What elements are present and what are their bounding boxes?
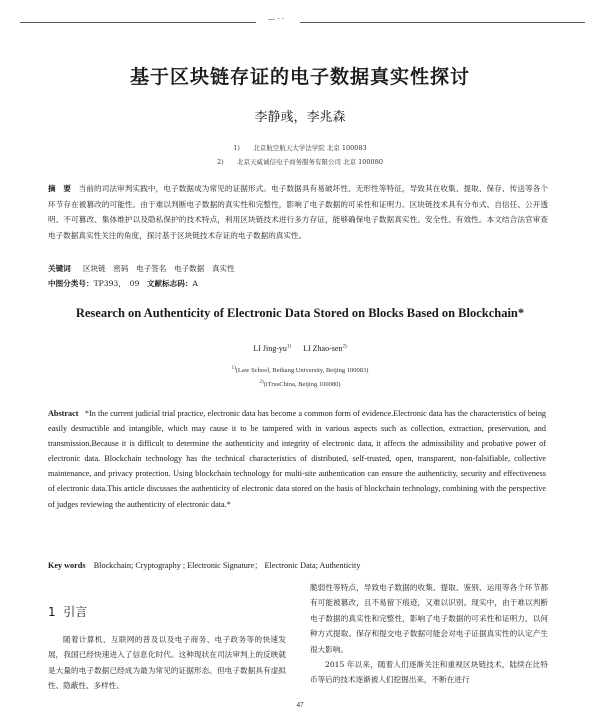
author-en-1: LI Jing-yu [253, 344, 287, 353]
page-number: 47 [296, 701, 304, 709]
header-running-text: — · · [268, 15, 284, 23]
affiliation-cn-2-num: 2) [217, 158, 224, 166]
classification-value: TP393， 09 [93, 279, 147, 288]
body-left-column [48, 632, 286, 694]
doc-code-label: 文献标志码： [146, 279, 193, 288]
author-en-2: LI Zhao-sen [303, 344, 343, 353]
header-rule-left [20, 22, 256, 23]
keywords-en-text: Blockchain; Cryptography ; Electronic Signature； Electronic Data; Authenticity [93, 561, 361, 570]
keywords-en [48, 560, 548, 571]
affiliation-cn-1 [0, 143, 600, 152]
affiliation-en-1-text: (Law School, Beihang University, Beijing 100083) [235, 367, 369, 375]
affiliation-en-2-sup: 2) [259, 380, 264, 385]
abstract-cn-text: 当前的司法审判实践中，电子数据成为常见的证据形式。电子数据具有易破坏性、无形性等特征，导致其在收集、提取、保存、传送等各个环节存在被篡改的可能性。由于难以判断电子数据的真实性和完整性，影响了电子数据的可采性和证明力。区块链技术具有分布式、自信任、公开透明、不可篡改、集体维护以及隐私保护的技术特点，利用区块链技术进行多方存证，能够确保电子数据真实性、安全性、有效性。本文结合法官审查电子数据真实性关注的角度，探讨基于区块链技术存证的电子数据的真实性。 [48, 184, 549, 240]
section-title: 引言 [63, 605, 88, 619]
authors-en [0, 344, 600, 353]
keywords-cn-text: 区块链 密码 电子签名 电子数据 真实性 [82, 264, 235, 273]
abstract-en-text: *In the current judicial trial practice, electronic data has become a common form of evidence.Electronic data has the characteristics of being easily destructible and intangible, which may cause it to be tampered with in various aspects such as collection, extraction, preservation, and transmission.Because it is difficult to determine the authenticity and integrity of electronic data, it affects the admissibility and probative power of electronic data. Blockchain technology has the technical characteristics of distributed, self-trusted, open, transparent, non-falsifiable, collective maintenance, and privacy protection. Using blockchain technology for multi-site authentication can ensure the authenticity, security and effectiveness of electronic data.This article discusses the authenticity of electronic data stored on the basis of blockchain technology, combining with the perspective of judges reviewing the authenticity of electronic data.* [48, 409, 547, 509]
abstract-cn-label: 摘 要 [48, 184, 72, 193]
author-en-1-sup: 1) [286, 344, 292, 350]
header-rule-right [300, 22, 585, 23]
paper-title-en: Research on Authenticity of Electronic Data Stored on Blocks Based on Blockchain* [75, 306, 525, 320]
body-right-p2: 2015 年以来，随着人们逐渐关注和重视区块链技术，陆续在比特币等后的技术逐渐被人们挖掘出来，不断在进行 [310, 660, 548, 685]
doc-code-value: A [192, 279, 198, 288]
classification-line [48, 276, 548, 292]
body-right-p1: 脆弱性等特点，导致电子数据的收集、提取、鉴别、运用等各个环节都有可能被篡改，且不易留下痕迹，又难以识别。现实中，由于难以判断电子数据的真实性和完整性，影响了电子数据的可采性和证明力，以何种方式提取、保存和提交电子数据可能会对电子证据真实性的认定产生很大影响。 [310, 583, 548, 654]
affiliation-en-1 [0, 366, 600, 374]
section-heading-1 [48, 603, 87, 620]
authors-cn: 李静彧，李兆森 [254, 110, 346, 125]
paper-title-cn: 基于区块链存证的电子数据真实性探讨 [129, 66, 470, 88]
affiliation-cn-1-num: 1) [233, 144, 240, 152]
affiliation-cn-2-text: 北京天威诚信电子商务服务有限公司 北京 100080 [237, 158, 383, 166]
body-left-text: 随着计算机、互联网的普及以及电子商务、电子政务等的快速发展，我国已经快速进入了信息化时代。这种现状在司法审判上的反映就是大量的电子数据已经成为最为常见的证据形态。但电子数据具有虚拟性、隐蔽性、多样性、 [48, 635, 286, 691]
affiliation-cn-2 [0, 157, 600, 166]
abstract-en-label: Abstract [48, 409, 79, 418]
affiliation-cn-1-text: 北京航空航天大学法学院 北京 100083 [253, 144, 367, 152]
affiliation-en-1-sup: 1) [231, 366, 236, 371]
section-number: 1 [48, 605, 56, 619]
affiliation-en-2-text: (iTrusChina, Beijing 100080) [263, 381, 341, 389]
keywords-cn [48, 261, 548, 277]
affiliation-en-2 [0, 380, 600, 388]
keywords-en-label: Key words [48, 561, 86, 570]
body-right-column [310, 580, 548, 688]
abstract-en [48, 406, 546, 512]
keywords-cn-label: 关键词 [48, 264, 71, 273]
author-en-2-sup: 2) [342, 344, 347, 350]
classification-label: 中图分类号： [48, 279, 94, 288]
abstract-cn [48, 181, 548, 243]
